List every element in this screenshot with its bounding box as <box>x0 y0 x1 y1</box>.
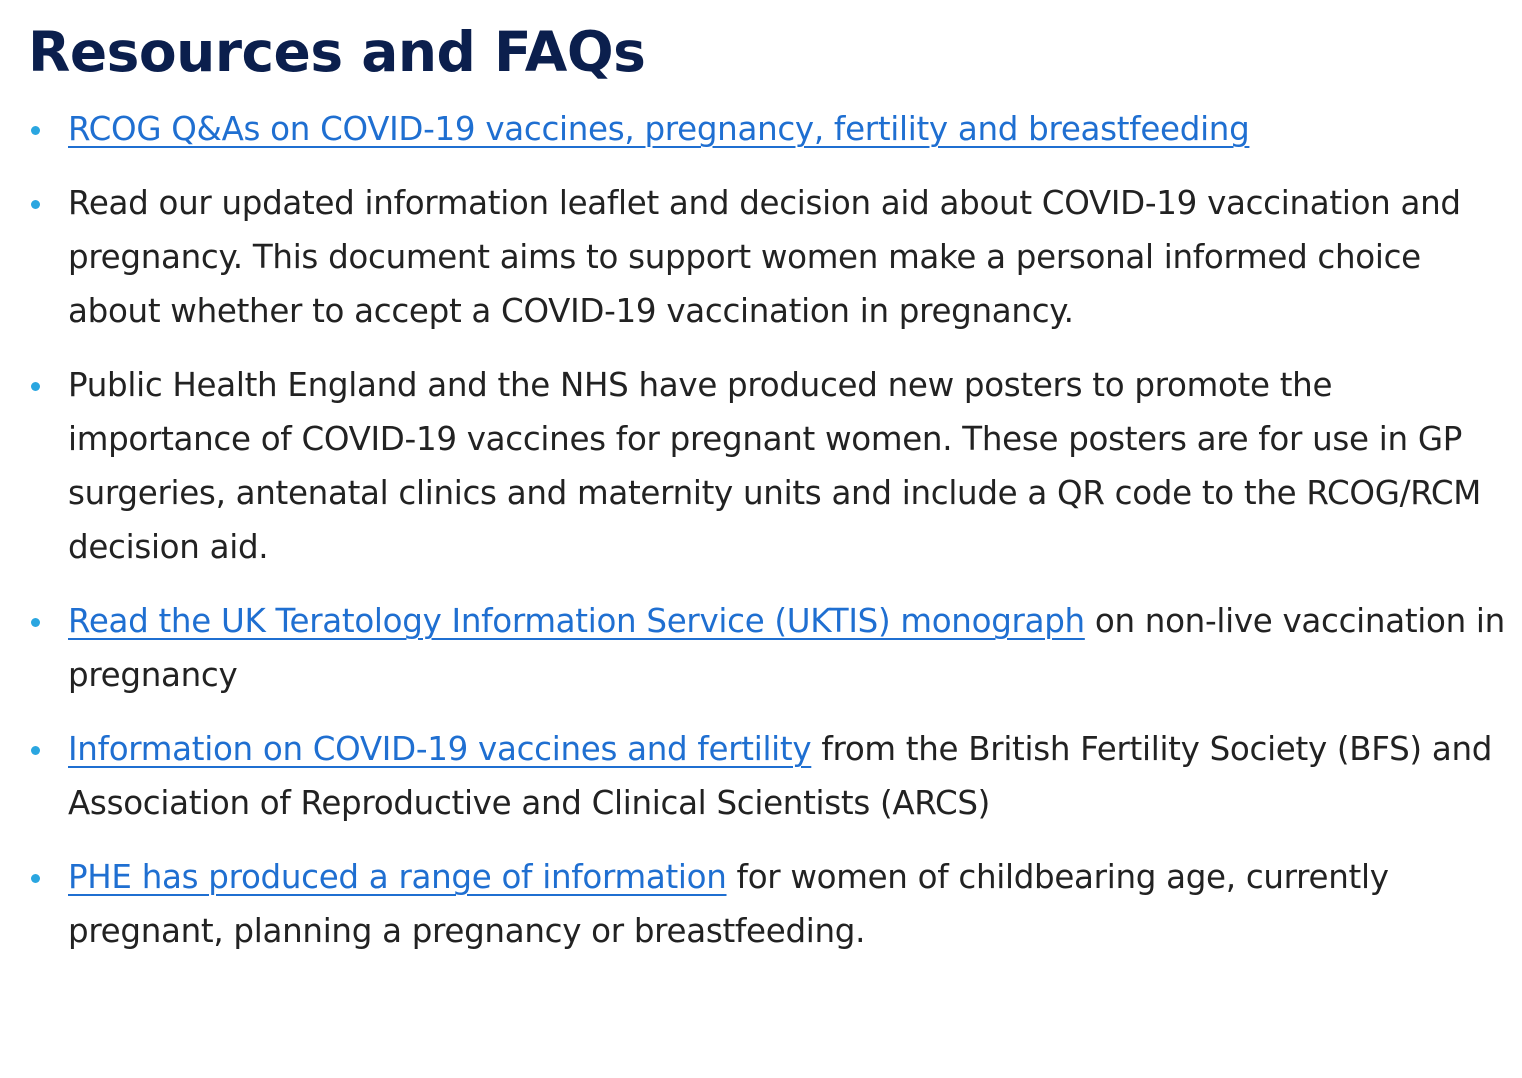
list-item <box>28 102 1508 156</box>
bullet-icon <box>31 618 40 627</box>
list-item <box>28 594 1508 702</box>
bullet-icon <box>31 126 40 135</box>
phe-description: for women of childbearing age, currently pregnant, planning a pregnancy or breastfeeding. <box>68 858 1389 950</box>
bullet-icon <box>31 382 40 391</box>
list-item <box>28 850 1508 958</box>
uktis-monograph-link[interactable]: Read the UK Teratology Information Service (UKTIS) monograph <box>68 602 1085 640</box>
bullet-icon <box>31 874 40 883</box>
resources-section <box>28 14 1508 978</box>
resources-list <box>28 102 1508 958</box>
uktis-description: on non-live vaccination in pregnancy <box>68 602 1505 694</box>
list-item <box>28 358 1508 574</box>
rcog-qa-link[interactable]: RCOG Q&As on COVID-19 vaccines, pregnancy, fertility and breastfeeding <box>68 110 1250 148</box>
fertility-description: from the British Fertility Society (BFS) and Association of Reproductive and Clinical Scientists (ARCS) <box>68 730 1493 822</box>
page-title: Resources and FAQs <box>28 20 646 84</box>
bullet-icon <box>31 200 40 209</box>
fertility-info-link[interactable]: Information on COVID-19 vaccines and fertility <box>68 730 812 768</box>
bullet-icon <box>31 746 40 755</box>
phe-information-link[interactable]: PHE has produced a range of information <box>68 858 727 896</box>
list-item <box>28 176 1508 338</box>
list-item <box>28 722 1508 830</box>
leaflet-description: Read our updated information leaflet and decision aid about COVID-19 vaccination and pregnancy. This document aims to support women make a personal informed choice about whether to accept a COVID-19 vaccination in pregnancy. <box>68 184 1461 330</box>
posters-description: Public Health England and the NHS have produced new posters to promote the importance of COVID-19 vaccines for pregnant women. These posters are for use in GP surgeries, antenatal clinics and maternity units and include a QR code to the RCOG/RCM decision aid. <box>68 366 1482 566</box>
